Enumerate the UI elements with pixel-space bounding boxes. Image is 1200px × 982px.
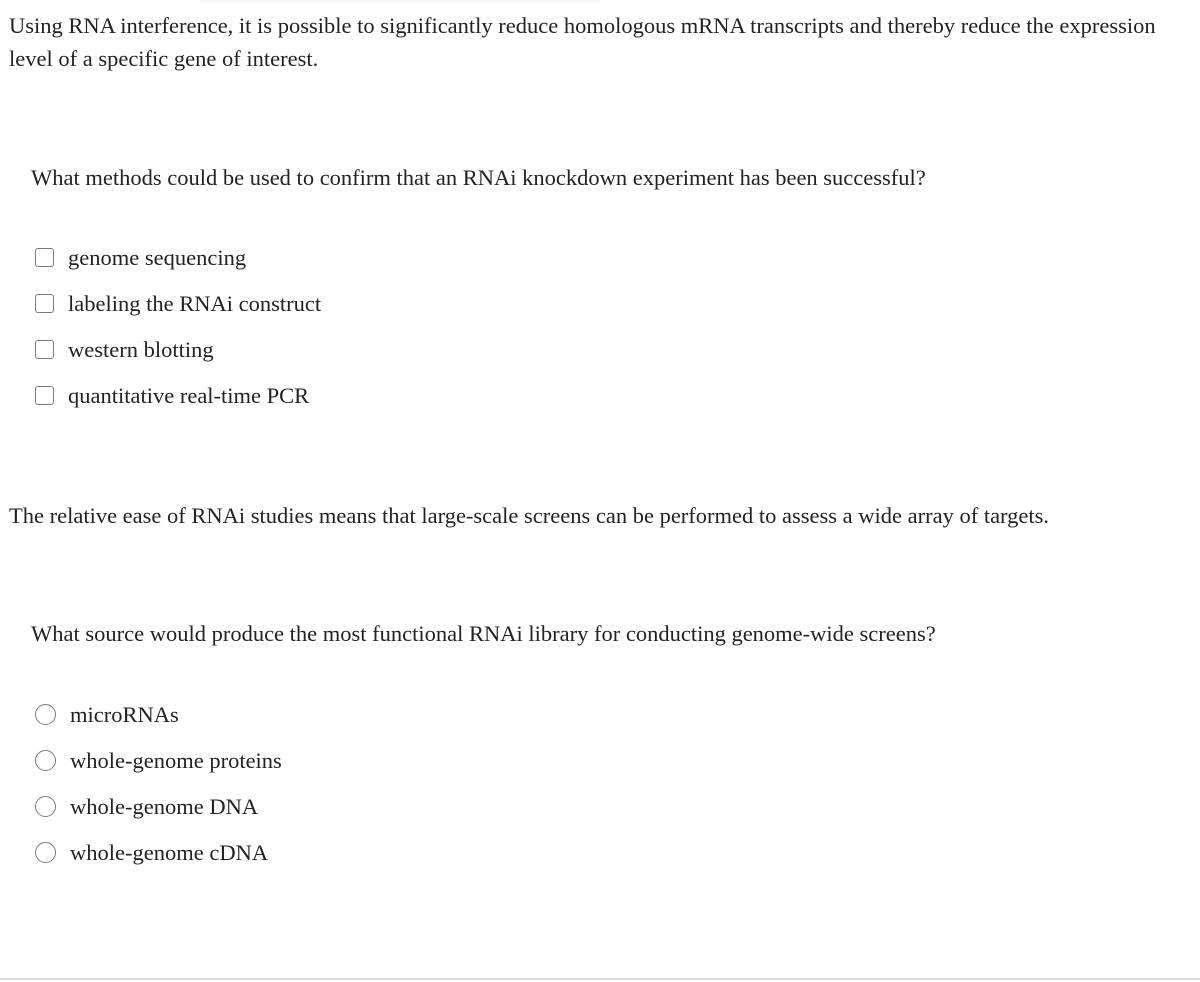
checkbox[interactable] [35,340,54,359]
option-label[interactable]: labeling the RNAi construct [68,291,322,316]
intro-paragraph-2: The relative ease of RNAi studies means that large-scale screens can be performed to assess a wide array of targets. [9,503,1050,528]
checkbox[interactable] [35,294,54,313]
question-1-option[interactable] [35,379,321,425]
option-label[interactable]: whole-genome proteins [70,748,282,773]
radio-button[interactable] [35,750,56,771]
option-label[interactable]: quantitative real-time PCR [68,383,310,408]
question-2-option[interactable] [35,836,282,882]
radio-button[interactable] [35,796,56,817]
option-label[interactable]: whole-genome cDNA [70,840,269,865]
intro-paragraph-1: Using RNA interference, it is possible to significantly reduce homologous mRNA transcripts and thereby reduce the expression level of a specific gene of interest. [9,13,1156,71]
top-edge-shadow [200,0,600,4]
option-label[interactable]: whole-genome DNA [70,794,259,819]
radio-button[interactable] [35,842,56,863]
question-2-option[interactable] [35,744,282,790]
question-1-option[interactable] [35,333,321,379]
question-1-prompt: What methods could be used to confirm that an RNAi knockdown experiment has been successful? [31,165,926,190]
option-label[interactable]: western blotting [68,337,214,362]
option-label[interactable]: microRNAs [70,702,179,727]
question-2-option[interactable] [35,790,282,836]
radio-button[interactable] [35,704,56,725]
question-2-options [35,698,282,882]
bottom-divider [0,978,1200,980]
question-1-options [35,241,321,425]
question-2-prompt: What source would produce the most functional RNAi library for conducting genome-wide screens? [31,621,936,646]
checkbox[interactable] [35,386,54,405]
option-label[interactable]: genome sequencing [68,245,247,270]
question-1-option[interactable] [35,287,321,333]
question-2-option[interactable] [35,698,282,744]
checkbox[interactable] [35,248,54,267]
question-1-option[interactable] [35,241,321,287]
